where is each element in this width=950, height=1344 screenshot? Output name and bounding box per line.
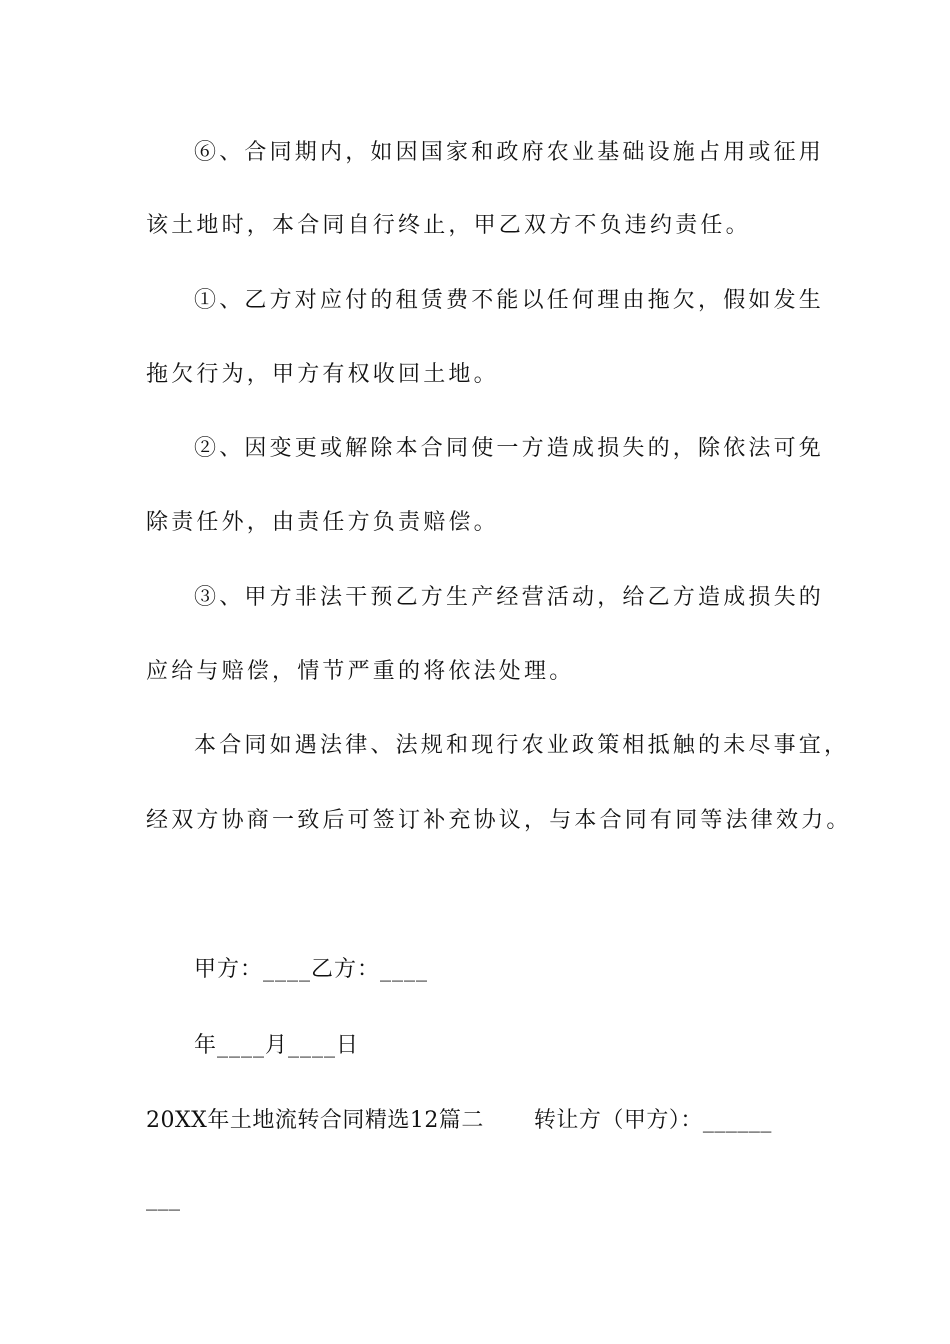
- next-section-heading: [146, 1106, 772, 1136]
- transferor-label: 转让方（甲方）：______: [533, 1108, 772, 1133]
- paragraph-3-line-1: ③、甲方非法干预乙方生产经营活动，给乙方造成损失的: [194, 585, 825, 610]
- transferor-continuation: ___: [146, 1186, 181, 1211]
- paragraph-4-line-2: 经双方协商一致后可签订补充协议，与本合同有同等法律效力。: [146, 808, 852, 833]
- section-title: 20XX年土地流转合同精选12篇二: [146, 1108, 484, 1133]
- paragraph-6-line-2: 该土地时，本合同自行终止，甲乙双方不负违约责任。: [146, 213, 751, 238]
- paragraph-2-line-1: ②、因变更或解除本合同使一方造成损失的，除依法可免: [194, 436, 825, 461]
- paragraph-1-line-2: 拖欠行为，甲方有权收回土地。: [146, 362, 499, 387]
- paragraph-2-line-2: 除责任外，由责任方负责赔偿。: [146, 510, 499, 535]
- signature-date: 年____月____日: [194, 1033, 360, 1058]
- paragraph-3-line-2: 应给与赔偿，情节严重的将依法处理。: [146, 659, 575, 684]
- signature-parties: 甲方：____乙方：____: [194, 957, 429, 982]
- paragraph-1-line-1: ①、乙方对应付的租赁费不能以任何理由拖欠，假如发生: [194, 288, 825, 313]
- paragraph-4-line-1: 本合同如遇法律、法规和现行农业政策相抵触的未尽事宜，: [194, 733, 850, 758]
- paragraph-6-line-1: ⑥、合同期内，如因国家和政府农业基础设施占用或征用: [194, 140, 825, 165]
